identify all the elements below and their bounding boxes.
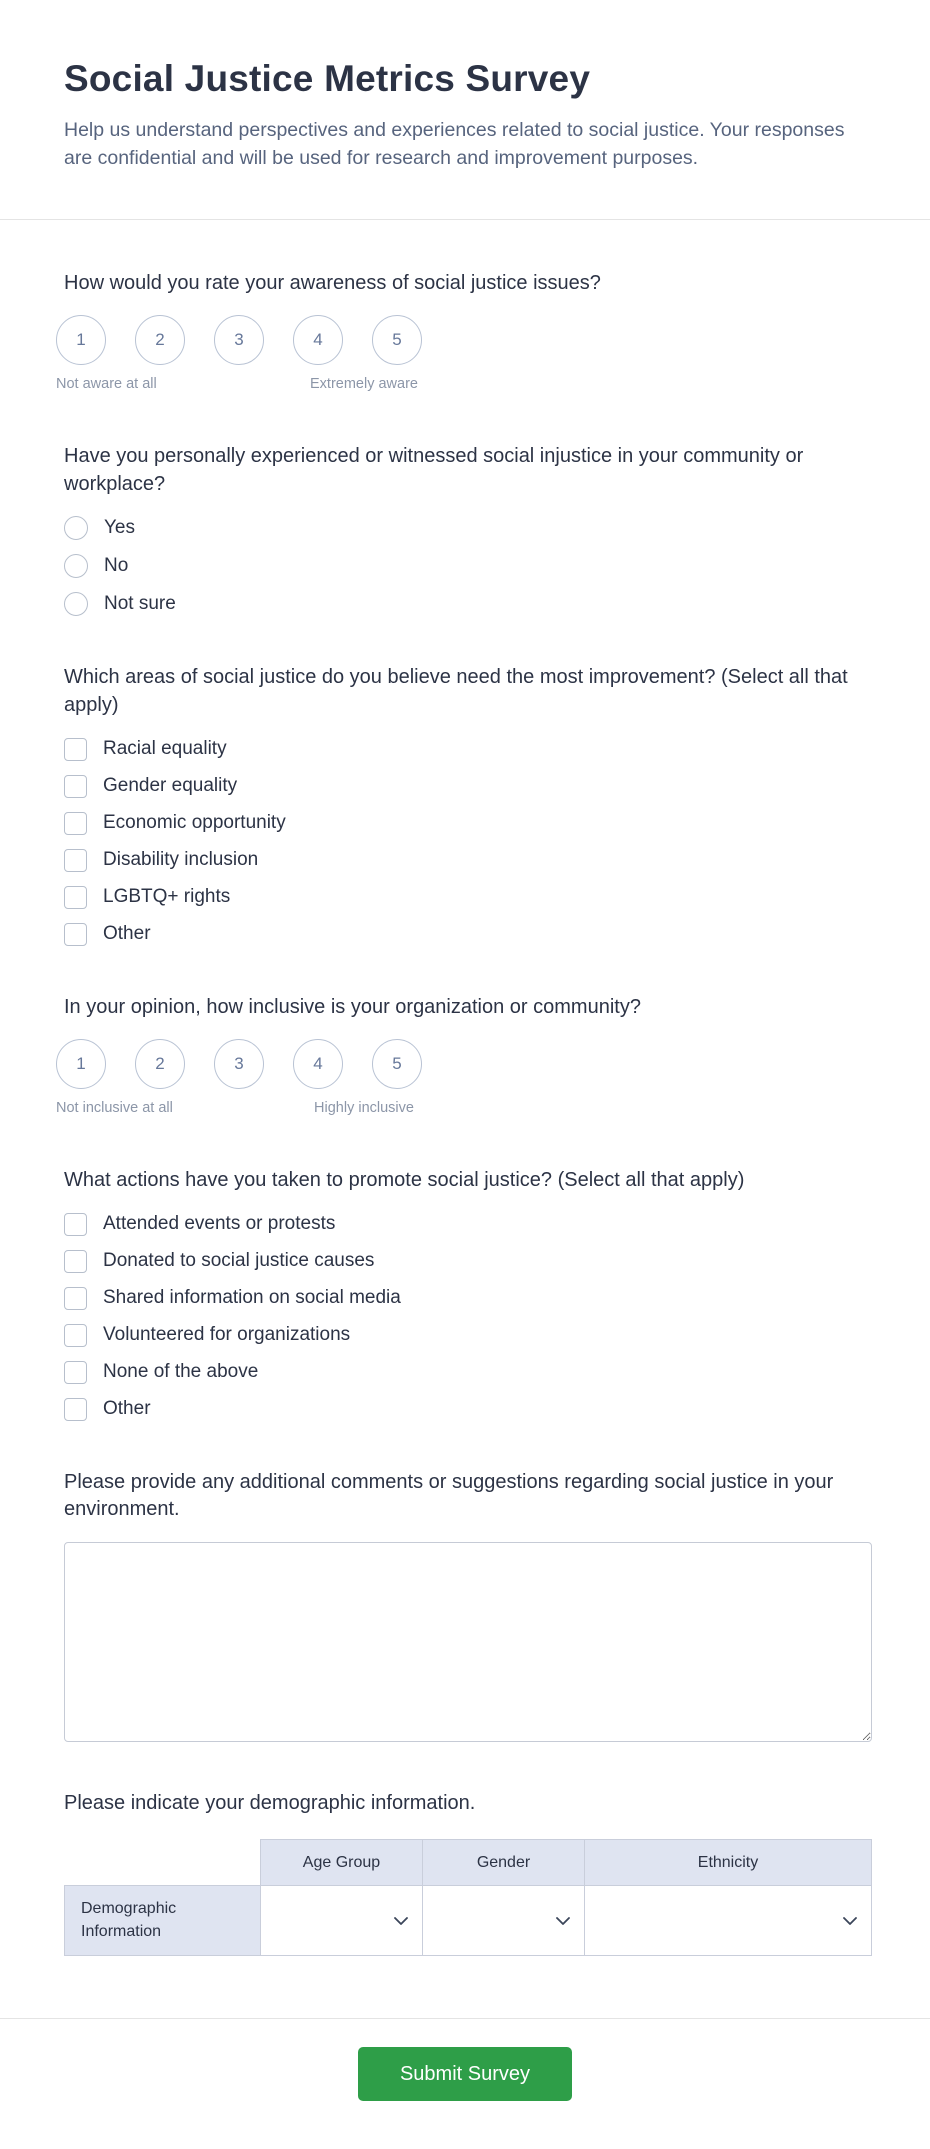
checkbox-icon[interactable] — [64, 1213, 87, 1236]
checkbox-icon[interactable] — [64, 849, 87, 872]
inclusiveness-scale-option-5[interactable]: 5 — [372, 1039, 422, 1089]
checkbox-option-other[interactable] — [64, 1398, 872, 1421]
checkbox-option-gender-equality[interactable] — [64, 775, 872, 798]
checkbox-icon[interactable] — [64, 738, 87, 761]
scale-min-label: Not inclusive at all — [56, 1100, 173, 1117]
question-inclusiveness — [56, 994, 872, 1120]
column-header-gender: Gender — [423, 1840, 585, 1886]
checkbox-icon[interactable] — [64, 1361, 87, 1384]
question-label: What actions have you taken to promote social justice? (Select all that apply) — [64, 1169, 745, 1192]
column-header-ethnicity: Ethnicity — [585, 1840, 872, 1886]
option-label: Disability inclusion — [103, 849, 259, 870]
ethnicity-select[interactable] — [585, 1886, 871, 1955]
checkbox-icon[interactable] — [64, 1324, 87, 1347]
checkbox-option-none-of-the-above[interactable] — [64, 1361, 872, 1384]
submit-row — [0, 2019, 930, 2101]
checkbox-option-lgbtq-rights[interactable] — [64, 886, 872, 909]
form-body — [0, 220, 930, 1957]
radio-icon[interactable] — [64, 554, 88, 578]
question-label: Have you personally experienced or witnessed social injustice in your community or workplace? — [64, 445, 804, 495]
question-actions — [64, 1167, 872, 1421]
option-label: Other — [103, 1398, 151, 1420]
radio-icon[interactable] — [64, 516, 88, 540]
checkbox-option-economic-opportunity[interactable] — [64, 812, 872, 835]
gender-cell — [423, 1886, 585, 1956]
checkbox-icon[interactable] — [64, 1250, 87, 1273]
option-label: Gender equality — [103, 775, 238, 796]
awareness-scale-option-2[interactable]: 2 — [135, 315, 185, 365]
option-label: Donated to social justice causes — [103, 1250, 375, 1272]
checkbox-option-other[interactable] — [64, 923, 872, 946]
age-group-select[interactable] — [261, 1886, 422, 1955]
inclusiveness-scale-option-4[interactable]: 4 — [293, 1039, 343, 1089]
option-label: Racial equality — [103, 738, 227, 759]
chevron-down-icon — [394, 1917, 408, 1925]
checkbox-icon[interactable] — [64, 812, 87, 835]
question-awareness — [56, 270, 872, 396]
option-label: Attended events or protests — [103, 1213, 336, 1235]
column-header-age-group: Age Group — [261, 1840, 423, 1886]
checkbox-icon[interactable] — [64, 1398, 87, 1421]
demographics-table — [64, 1839, 872, 1956]
awareness-scale-option-3[interactable]: 3 — [214, 315, 264, 365]
question-label: Please provide any additional comments or suggestions regarding social justice in your environment. — [64, 1470, 834, 1521]
scale-max-label: Highly inclusive — [314, 1100, 414, 1117]
radio-option-yes[interactable] — [64, 516, 872, 540]
gender-select[interactable] — [423, 1886, 584, 1955]
radio-option-no[interactable] — [64, 554, 872, 578]
checkbox-option-volunteered[interactable] — [64, 1324, 872, 1347]
inclusiveness-scale-option-3[interactable]: 3 — [214, 1039, 264, 1089]
radio-icon[interactable] — [64, 592, 88, 616]
checkbox-option-shared-social-media[interactable] — [64, 1287, 872, 1310]
checkbox-option-racial-equality[interactable] — [64, 738, 872, 761]
scale-max-label: Extremely aware — [310, 376, 418, 393]
question-improvement-areas — [64, 664, 872, 945]
inclusiveness-scale-option-2[interactable]: 2 — [135, 1039, 185, 1089]
checkbox-option-disability-inclusion[interactable] — [64, 849, 872, 872]
chevron-down-icon — [843, 1917, 857, 1925]
option-label: Shared information on social media — [103, 1287, 401, 1309]
awareness-scale-option-4[interactable]: 4 — [293, 315, 343, 365]
checkbox-icon[interactable] — [64, 923, 87, 946]
age-group-cell — [261, 1886, 423, 1956]
awareness-scale — [56, 315, 872, 365]
question-label: How would you rate your awareness of social justice issues? — [64, 271, 601, 294]
awareness-scale-option-1[interactable]: 1 — [56, 315, 106, 365]
form-title: Social Justice Metrics Survey — [64, 58, 591, 99]
option-label: Economic opportunity — [103, 812, 286, 833]
form-header — [0, 0, 930, 219]
chevron-down-icon — [556, 1917, 570, 1925]
scale-min-label: Not aware at all — [56, 376, 157, 393]
option-label: Volunteered for organizations — [103, 1324, 351, 1346]
checkbox-option-attended-events[interactable] — [64, 1213, 872, 1236]
question-comments — [64, 1469, 872, 1742]
submit-button[interactable]: Submit Survey — [358, 2047, 572, 2101]
checkbox-icon[interactable] — [64, 775, 87, 798]
option-label: LGBTQ+ rights — [103, 886, 231, 907]
option-label: None of the above — [103, 1361, 259, 1383]
comments-textarea[interactable] — [64, 1542, 872, 1742]
checkbox-icon[interactable] — [64, 1287, 87, 1310]
form-subtitle: Help us understand perspectives and experiences related to social justice. Your responses are confidential and will be used for research and improvement purposes. — [64, 119, 845, 170]
question-label: Please indicate your demographic information. — [64, 1791, 476, 1814]
option-label: Yes — [104, 517, 135, 539]
checkbox-option-donated[interactable] — [64, 1250, 872, 1273]
table-corner-cell — [65, 1840, 261, 1886]
question-experienced — [64, 443, 872, 616]
option-label: Not sure — [104, 593, 176, 615]
table-row — [65, 1886, 872, 1956]
inclusiveness-scale — [56, 1039, 872, 1089]
option-label: Other — [103, 923, 151, 944]
inclusiveness-scale-option-1[interactable]: 1 — [56, 1039, 106, 1089]
ethnicity-cell — [585, 1886, 872, 1956]
option-label: No — [104, 555, 129, 577]
awareness-scale-option-5[interactable]: 5 — [372, 315, 422, 365]
checkbox-icon[interactable] — [64, 886, 87, 909]
inclusiveness-scale-labels — [56, 1099, 872, 1119]
question-label: In your opinion, how inclusive is your organization or community? — [64, 995, 641, 1018]
question-label: Which areas of social justice do you believe need the most improvement? (Select all that apply) — [64, 666, 848, 716]
awareness-scale-labels — [56, 375, 872, 395]
question-demographics — [64, 1790, 872, 1956]
row-label-demographic-information: Demographic Information — [65, 1886, 261, 1956]
radio-option-not-sure[interactable] — [64, 592, 872, 616]
